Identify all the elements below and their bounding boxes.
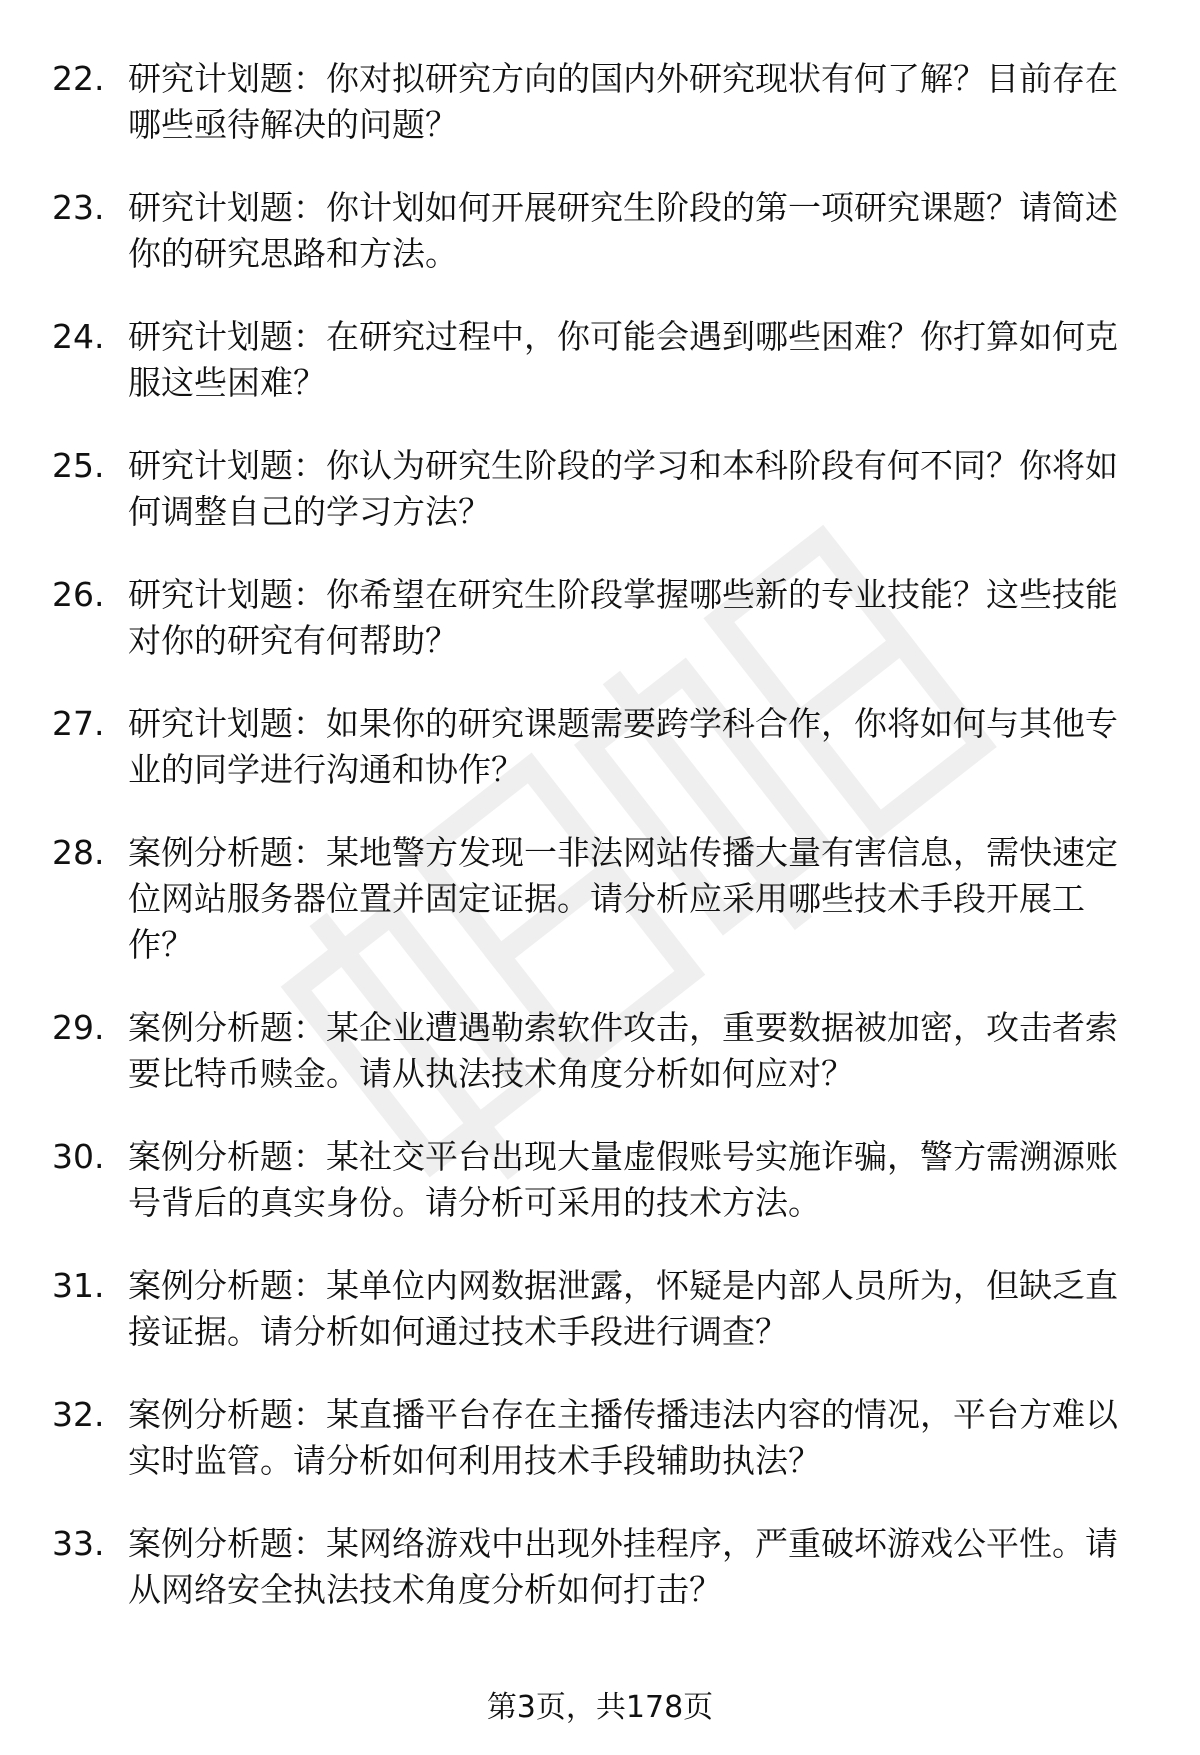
question-text: 研究计划题：你认为研究生阶段的学习和本科阶段有何不同？你将如何调整自己的学习方法？ <box>128 446 1118 531</box>
question-item <box>0 1521 1200 1613</box>
question-number: 29. <box>52 1008 105 1047</box>
question-number: 22. <box>52 59 105 98</box>
question-item <box>0 314 1200 406</box>
question-list <box>0 56 1200 1650</box>
question-number: 24. <box>52 317 105 356</box>
question-number: 31. <box>52 1266 105 1305</box>
question-item <box>0 56 1200 148</box>
question-number: 25. <box>52 446 105 485</box>
question-item <box>0 1263 1200 1355</box>
question-text: 案例分析题：某网络游戏中出现外挂程序，严重破坏游戏公平性。请从网络安全执法技术角度分析如何打击？ <box>128 1524 1118 1609</box>
question-text: 研究计划题：在研究过程中，你可能会遇到哪些困难？你打算如何克服这些困难？ <box>128 317 1118 402</box>
question-item <box>0 701 1200 793</box>
question-text: 案例分析题：某企业遭遇勒索软件攻击，重要数据被加密，攻击者索要比特币赎金。请从执法技术角度分析如何应对？ <box>128 1008 1118 1093</box>
question-text: 研究计划题：你希望在研究生阶段掌握哪些新的专业技能？这些技能对你的研究有何帮助？ <box>128 575 1118 660</box>
question-text: 案例分析题：某地警方发现一非法网站传播大量有害信息，需快速定位网站服务器位置并固定证据。请分析应采用哪些技术手段开展工作？ <box>128 833 1118 964</box>
question-text: 案例分析题：某社交平台出现大量虚假账号实施诈骗，警方需溯源账号背后的真实身份。请分析可采用的技术方法。 <box>128 1137 1118 1222</box>
question-number: 28. <box>52 833 105 872</box>
question-item <box>0 830 1200 968</box>
question-text: 研究计划题：你计划如何开展研究生阶段的第一项研究课题？请简述你的研究思路和方法。 <box>128 188 1118 273</box>
question-number: 26. <box>52 575 105 614</box>
question-item <box>0 185 1200 277</box>
question-number: 33. <box>52 1524 105 1563</box>
question-number: 23. <box>52 188 105 227</box>
question-item <box>0 1392 1200 1484</box>
question-item <box>0 443 1200 535</box>
question-number: 30. <box>52 1137 105 1176</box>
question-text: 研究计划题：你对拟研究方向的国内外研究现状有何了解？目前存在哪些亟待解决的问题？ <box>128 59 1118 144</box>
question-item <box>0 1005 1200 1097</box>
question-number: 27. <box>52 704 105 743</box>
question-text: 研究计划题：如果你的研究课题需要跨学科合作，你将如何与其他专业的同学进行沟通和协作？ <box>128 704 1118 789</box>
question-item <box>0 572 1200 664</box>
question-item <box>0 1134 1200 1226</box>
page-footer: 第3页，共178页 <box>486 1690 714 1725</box>
question-text: 案例分析题：某单位内网数据泄露，怀疑是内部人员所为，但缺乏直接证据。请分析如何通过技术手段进行调查？ <box>128 1266 1118 1351</box>
question-number: 32. <box>52 1395 105 1434</box>
question-text: 案例分析题：某直播平台存在主播传播违法内容的情况，平台方难以实时监管。请分析如何利用技术手段辅助执法？ <box>128 1395 1118 1480</box>
